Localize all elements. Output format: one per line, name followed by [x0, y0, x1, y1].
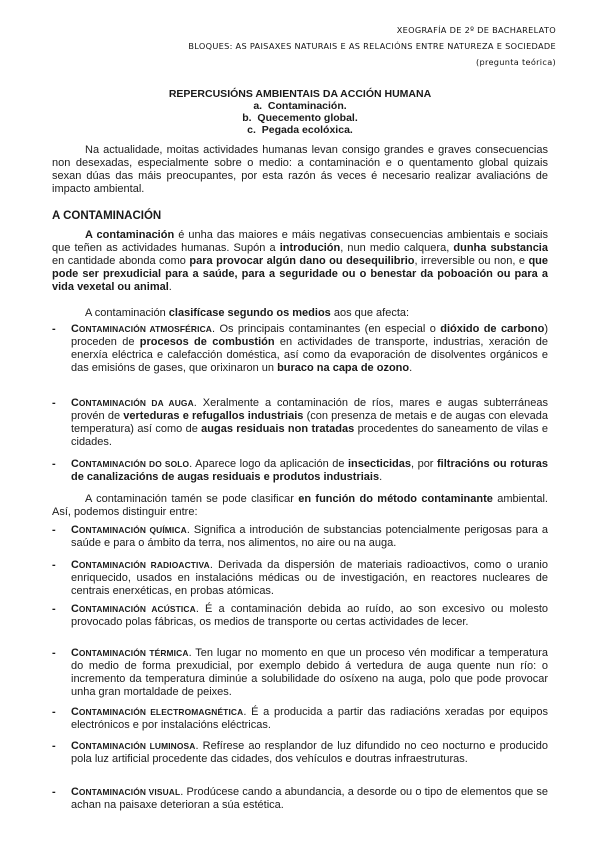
- subitem-c: c. Pegada ecolóxica.: [247, 124, 353, 136]
- text-run: . Xeralmente a contaminación de ríos, mares e augas subterráneas provén de: [71, 397, 548, 423]
- text-run: . Aparece logo da aplicación de: [189, 458, 348, 470]
- text-run: , por: [410, 458, 438, 470]
- list-item-quimica: - CONTAMINACIÓN QUÍMICA. Significa a introdución de substancias potencialmente perigosas para a saúde e para o ámbito da terra, nos alimentos, no aire ou na auga.: [52, 524, 549, 550]
- bold-run: procesos de combustión: [139, 336, 275, 349]
- text-run: procedentes do saneamento de vilas e cidades.: [71, 423, 548, 449]
- intro-paragraph: Na actualidade, moitas actividades humanas levan consigo grandes e graves consecuencias non desexadas, especialmente sobre o medio: a contaminación e o quentamento global quizais sexan dúas das máis preocupantes, por esta razón ás veces é necesario realizar avaliacións de impacto ambiental.: [52, 144, 548, 196]
- bold-run: buraco na capa de ozono: [277, 362, 410, 375]
- section-heading: A CONTAMINACIÓN: [52, 210, 162, 222]
- list-item-luminosa: - CONTAMINACIÓN LUMINOSA. Refírese ao resplandor de luz difundido no ceo nocturno e producido pola luz artificial procedente das cidades, dos vehículos e doutras infraestruturas.: [52, 740, 548, 766]
- text-run: (con presenza de metais e de augas con elevada temperatura) así como de: [71, 410, 549, 436]
- list-item-acustica: - CONTAMINACIÓN ACÚSTICA. É a contaminación debida ao ruído, ao son excesivo ou molesto provocado polas fábricas, os medios de transporte ou certas actividades de lecer.: [52, 603, 548, 629]
- bold-run: filtracións ou roturas de canalizacións de augas residuais e produtos industriais: [71, 458, 548, 484]
- list-item-visual: - CONTAMINACIÓN VISUAL. Prodúcese cando a abundancia, a desorde ou o tipo de elementos que se achan na paisaxe deterioran a súa estética.: [52, 786, 548, 812]
- text-run: .: [409, 362, 413, 375]
- text-run: ) proceden de: [71, 323, 549, 349]
- list-item-termica: - CONTAMINACIÓN TÉRMICA. Ten lugar no momento en que un proceso vén modificar a temperatura do medio de forma prexudicial, por exemplo debido á vertedura de auga quente nun río: o incremento da temperatura diminúe a solubilidade do osíxeno na auga, polo que pode provocar unha gran mortaldade de peixes.: [52, 647, 548, 699]
- item-label-initial: C: [71, 458, 79, 470]
- bold-run: verteduras e refugallos industriais: [123, 410, 304, 423]
- item-label-initial: C: [71, 397, 79, 409]
- item-label-initial: C: [71, 323, 79, 335]
- subitem-a: a. Contaminación.: [253, 100, 347, 112]
- text-run: .: [379, 471, 383, 484]
- text-run: en actividades de transporte, industrias, xeración de enerxía eléctrica e calefacción doméstica, así como da evaporación de disolventes orgánicos e das emisións de gases, que orixinaron un: [71, 336, 548, 375]
- bold-run: dióxido de carbono: [440, 323, 545, 335]
- header-block: BLOQUES: AS PAISAXES NATURAIS E AS RELACIÓNS ENTRE NATUREZA E SOCIEDADE: [188, 41, 556, 51]
- header-note: (pregunta teórica): [475, 57, 556, 67]
- header-course: XEOGRAFÍA DE 2º DE BACHARELATO: [396, 25, 556, 35]
- subitem-b: b. Quecemento global.: [242, 112, 358, 124]
- list-item-atmosferica: - CONTAMINACIÓN ATMOSFÉRICA. Os principais contaminantes (en especial o dióxido de carbono) proceden de procesos de combustión en actividades de transporte, industrias, xeración de enerxía eléctrica e calefacción doméstica, así como da evaporación de disolventes orgánicos e das emisións de gases, que orixinaron un buraco na capa de ozono.: [52, 323, 549, 375]
- item-label: ONTAMINACIÓN DA AUGA: [78, 398, 194, 408]
- text-run: . Os principais contaminantes (en especial o: [212, 323, 441, 335]
- page-title: REPERCUSIÓNS AMBIENTAIS DA ACCIÓN HUMANA: [168, 88, 432, 100]
- definition-paragraph: A contaminación é unha das maiores e máis negativas consecuencias ambientais e sociais que teñen as actividades humanas. Supón a introdución, nun medio calquera, dunha substancia en cantidade abonda como para provocar algún dano ou desequilibrio, irreversible ou non, e que pode ser prexudicial para a saúde, para a seguridade ou o benestar da poboación ou para a vida vexetal ou animal.: [52, 229, 549, 294]
- item-label: ONTAMINACIÓN DO SOLO: [78, 459, 190, 469]
- list-item-electromagnetica: - CONTAMINACIÓN ELECTROMAGNÉTICA. É a producida a partir das radiacións xeradas por equipos electrónicos e por instalacións eléctricas.: [52, 706, 548, 732]
- medios-intro: A contaminación clasifícase segundo os medios aos que afecta:: [85, 307, 410, 319]
- list-item-solo: - CONTAMINACIÓN DO SOLO. Aparece logo da aplicación de insecticidas, por filtracións ou roturas de canalizacións de augas residuais e produtos industriais.: [52, 458, 548, 484]
- metodo-intro: A contaminación tamén se pode clasificar en función do método contaminante ambiental. Así, podemos distinguir entre:: [52, 493, 548, 519]
- item-label: ONTAMINACIÓN ATMOSFÉRICA: [78, 324, 212, 334]
- bold-run: augas residuais non tratadas: [201, 423, 355, 436]
- list-item-auga: - CONTAMINACIÓN DA AUGA. Xeralmente a contaminación de ríos, mares e augas subterráneas provén de verteduras e refugallos industriais (con presenza de metais e de augas con elevada temperatura) así como de augas residuais non tratadas procedentes do saneamento de vilas e cidades.: [52, 397, 549, 449]
- list-item-radioactiva: - CONTAMINACIÓN RADIOACTIVA. Derivada da dispersión de materiais radioactivos, como o uranio enriquecido, usados en instalacións médicas ou de investigación, en reactores nucleares de centrais enerxéticas, en probas atómicas.: [52, 559, 548, 598]
- bold-run: insecticidas: [348, 458, 411, 470]
